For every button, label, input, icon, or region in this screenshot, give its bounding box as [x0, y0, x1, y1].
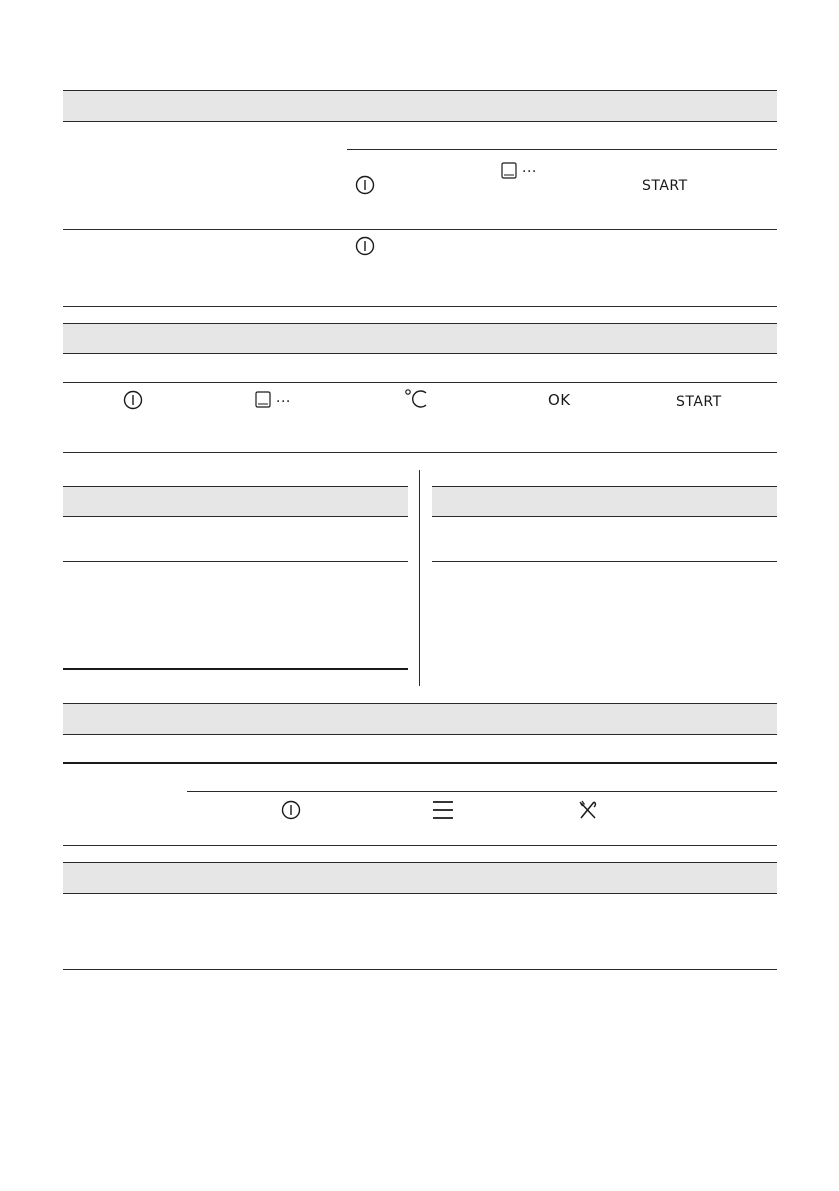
- section-2-subline: [63, 382, 777, 383]
- oven-icon: [255, 391, 271, 408]
- ellipsis-text: ...: [522, 160, 537, 176]
- section-5-header: [63, 862, 777, 894]
- power-icon: [355, 236, 375, 256]
- ellipsis-text: ...: [276, 390, 291, 406]
- cutlery-icon: [578, 800, 598, 820]
- power-icon: [281, 800, 301, 820]
- section-4-bottom: [63, 845, 777, 846]
- section-1-subline: [347, 149, 777, 150]
- section-4-subline: [187, 791, 777, 792]
- column-divider: [419, 470, 420, 686]
- power-icon: [355, 175, 375, 195]
- start-button-label: START: [676, 394, 722, 410]
- start-button-label: START: [642, 178, 688, 194]
- right-column-header: [432, 486, 777, 517]
- section-5-bottom: [63, 969, 777, 970]
- section-2-header: [63, 323, 777, 354]
- menu-icon: [432, 800, 454, 820]
- left-column-header: [63, 486, 408, 517]
- temperature-icon: [404, 388, 430, 410]
- section-1-bottom: [63, 306, 777, 307]
- power-icon: [123, 390, 143, 410]
- section-4-header: [63, 703, 777, 735]
- section-1-header: [63, 90, 777, 122]
- section-2-bottom: [63, 452, 777, 453]
- section-4-divider: [63, 762, 777, 764]
- oven-icon: [501, 162, 517, 179]
- left-column-divider: [63, 561, 408, 562]
- left-column-bottom: [63, 668, 408, 670]
- section-1-row-divider: [63, 229, 777, 230]
- right-column-divider: [432, 561, 777, 562]
- ok-button-label: OK: [548, 391, 571, 409]
